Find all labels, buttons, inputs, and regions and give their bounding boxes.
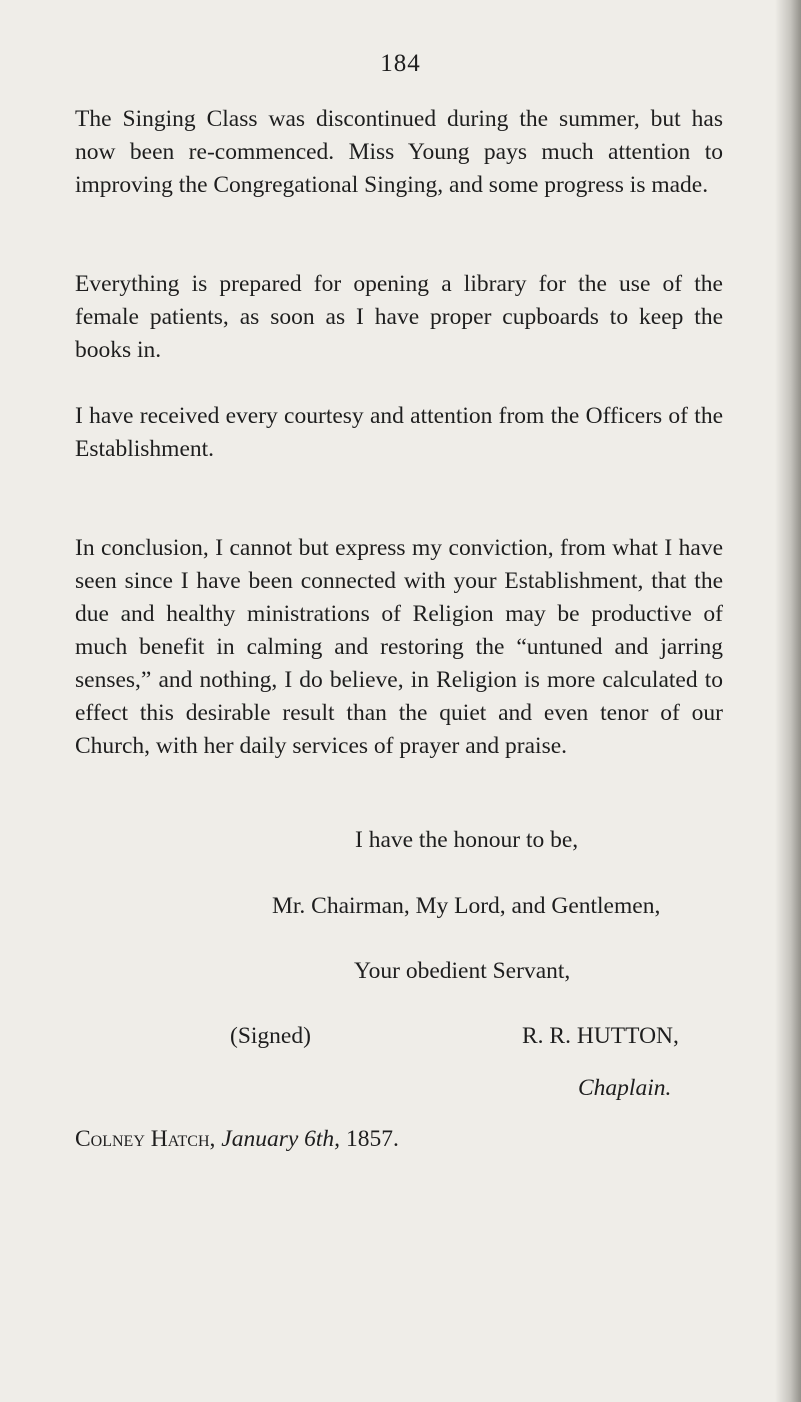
- closing-address: Mr. Chairman, My Lord, and Gentlemen,: [272, 893, 661, 919]
- page-number: 184: [380, 50, 421, 77]
- dateline-place: Colney Hatch,: [75, 1126, 216, 1152]
- dateline-year: 1857.: [345, 1126, 399, 1152]
- signer-title: Chaplain.: [578, 1075, 672, 1101]
- paragraph-singing-class: The Singing Class was discontinued during the summer, but has now been re-commenced. Miss Young pays much attention to improving the Congregational Singing, and some progress is made.: [75, 106, 723, 198]
- paragraph-library: Everything is prepared for opening a library for the use of the female patients, as soon as I have proper cupboards to keep the books in.: [75, 271, 723, 363]
- signer-name: R. R. HUTTON,: [522, 1023, 679, 1049]
- closing-honour: I have the honour to be,: [355, 827, 579, 853]
- paragraph-courtesy: I have received every courtesy and attention from the Officers of the Establishment.: [75, 403, 723, 462]
- dateline: [75, 1126, 399, 1153]
- dateline-date: January 6th,: [221, 1126, 341, 1152]
- closing-servant: Your obedient Servant,: [354, 958, 571, 984]
- paragraph-conclusion: In conclusion, I cannot but express my conviction, from what I have seen since I have been connected with your Establishment, that the due and healthy ministrations of Religion may be productive of much benefit in calming and restoring the “untuned and jarring senses,” and nothing, I do believe, in Religion is more calculated to effect this desirable result than the quiet and even tenor of our Church, with her daily services of prayer and praise.: [75, 535, 723, 759]
- signed-label: (Signed): [230, 1023, 311, 1049]
- page-edge-shadow: [775, 0, 801, 1402]
